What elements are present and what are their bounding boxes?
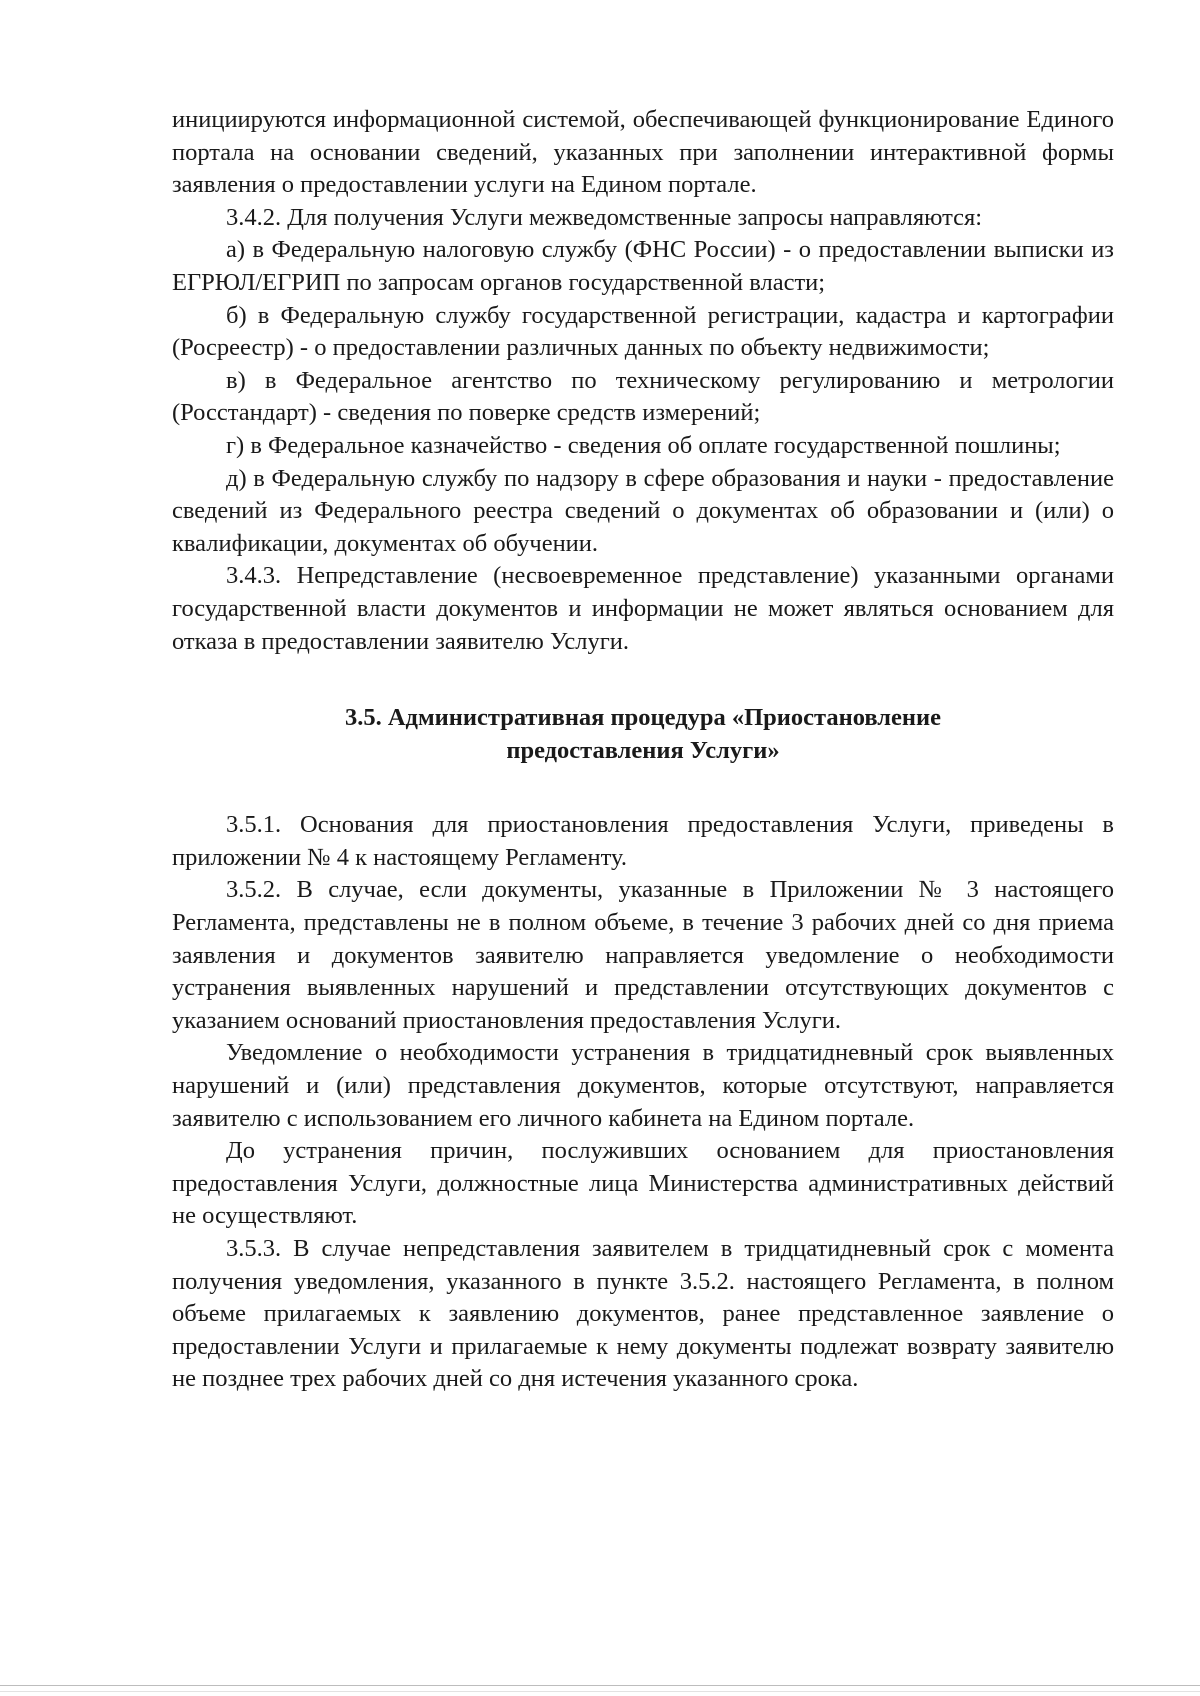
list-item-b: б) в Федеральную службу государственной регистрации, кадастра и картографии (Росреестр) - о предоставлении различных данных по объекту недвижимости;: [172, 301, 1114, 362]
list-item-d: д) в Федеральную службу по надзору в сфере образования и науки - предоставление сведений из Федерального реестра сведений о документах об образовании и (или) о квалификации, документах об обучении.: [172, 464, 1114, 557]
paragraph-notification: Уведомление о необходимости устранения в тридцатидневный срок выявленных нарушений и (или) представления документов, которые отсутствуют, направляется заявителю с использованием его личного кабинета на Едином портале.: [172, 1039, 1114, 1132]
paragraph-3-4-3: 3.4.3. Непредставление (несвоевременное представление) указанными органами государственной власти документов и информации не может являться основанием для отказа в предоставлении заявителю Услуги.: [172, 562, 1114, 655]
section-heading-3-5: 3.5. Административная процедура «Приостановление предоставления Услуги»: [344, 704, 942, 764]
paragraph-3-5-2: 3.5.2. В случае, если документы, указанные в Приложении № 3 настоящего Регламента, представлены не в полном объеме, в течение 3 рабочих дней со дня приема заявления и документов заявителю направляется уведомление о необходимости устранения выявленных нарушений и представлении отсутствующих документов с указанием оснований приостановления предоставления Услуги.: [172, 876, 1114, 1034]
scan-edge-line-secondary: [0, 1691, 1200, 1692]
paragraph-continuation: инициируются информационной системой, обеспечивающей функционирование Единого портала на основании сведений, указанных при заполнении интерактивной формы заявления о предоставлении услуги на Едином портале.: [172, 106, 1114, 199]
list-item-g: г) в Федеральное казначейство - сведения об оплате государственной пошлины;: [226, 431, 1061, 459]
scan-edge-line: [0, 1685, 1200, 1686]
list-item-a: а) в Федеральную налоговую службу (ФНС России) - о предоставлении выписки из ЕГРЮЛ/ЕГРИП по запросам органов государственной власти;: [172, 236, 1114, 296]
list-item-v: в) в Федеральное агентство по техническому регулированию и метрологии (Росстандарт) - сведения по поверке средств измерений;: [172, 366, 1114, 427]
paragraph-until-elimination: До устранения причин, послуживших основанием для приостановления предоставления Услуги, должностные лица Министерства административных действий не осуществляют.: [172, 1137, 1114, 1230]
paragraph-3-5-1: 3.5.1. Основания для приостановления предоставления Услуги, приведены в приложении № 4 к настоящему Регламенту.: [172, 811, 1114, 871]
document-page: [172, 104, 1114, 1396]
paragraph-3-5-3: 3.5.3. В случае непредставления заявителем в тридцатидневный срок с момента получения уведомления, указанного в пункте 3.5.2. настоящего Регламента, в полном объеме прилагаемых к заявлению документов, ранее представленное заявление о предоставлении Услуги и прилагаемые к нему документы подлежат возврату заявителю не позднее трех рабочих дней со дня истечения указанного срока.: [172, 1235, 1114, 1393]
paragraph-3-4-2: 3.4.2. Для получения Услуги межведомственные запросы направляются:: [226, 203, 983, 231]
